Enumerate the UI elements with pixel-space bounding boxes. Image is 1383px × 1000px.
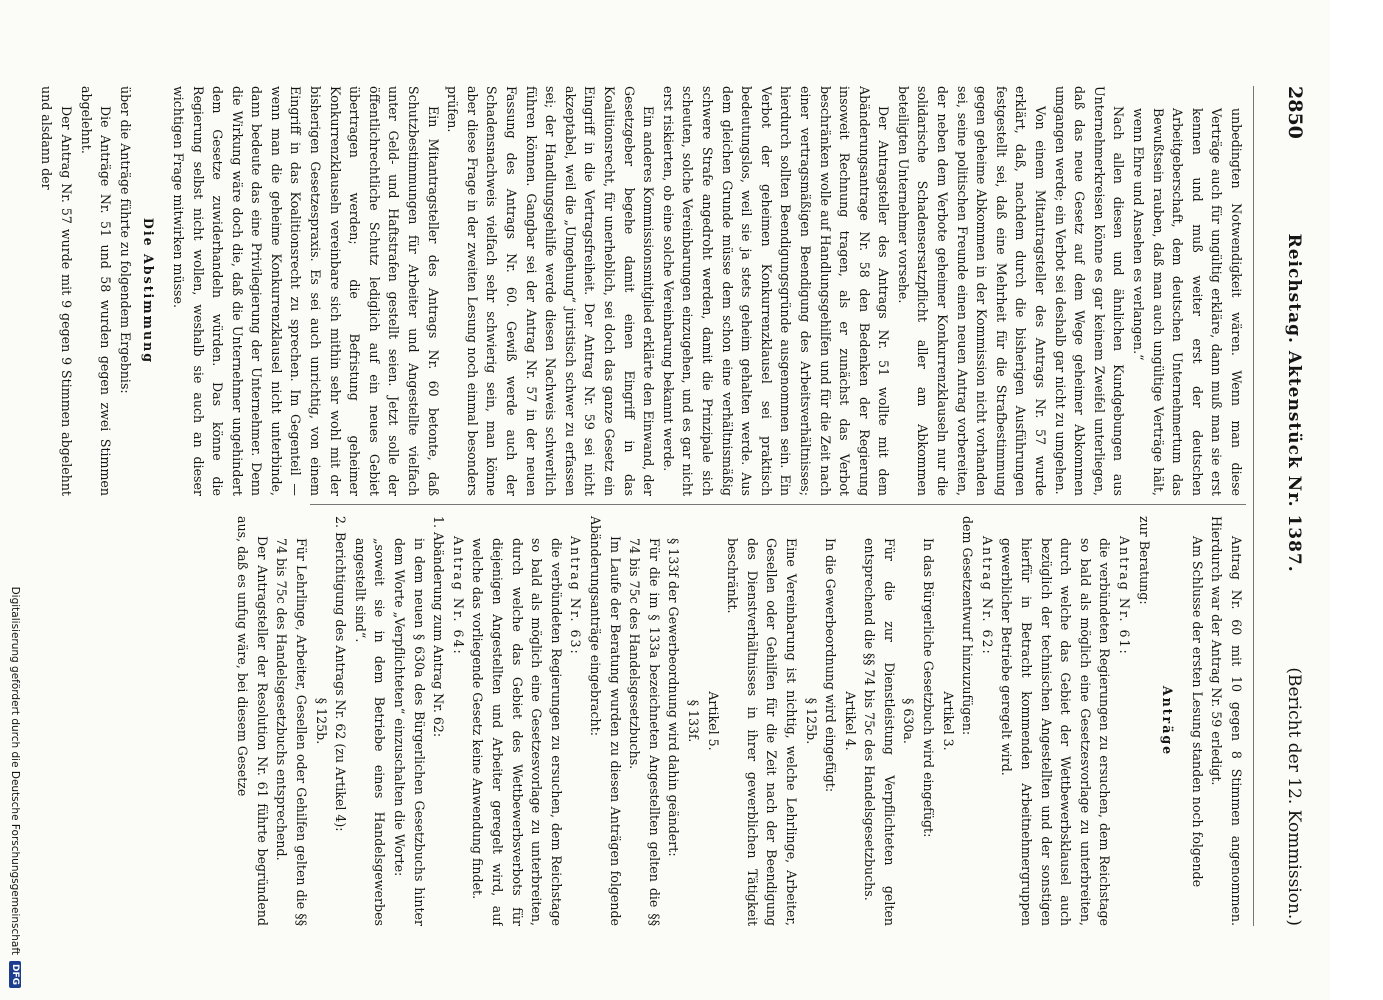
paragraph: „soweit sie in dem Betriebe eines Handelsgewerbes angestellt sind“.: [352, 538, 388, 926]
footer-credit: Digitalisierung gefördert durch die Deutsche Forschungsgemeinschaft: [9, 586, 21, 955]
left-column: [30, 86, 1246, 496]
paragraph: § 133f.: [685, 699, 701, 743]
paragraph: Der Antragsteller des Antrags Nr. 51 wollte mit dem Abänderungsantrage Nr. 58 den Bedenken der Regierung insoweit Rechnung tragen, als er zunächst das Verbot beschränken wolle auf Handlungsgehilfen und für die Zeit nach einer vertragsmäßigen Beendigung des Arbeitsverhältnisses; hierdurch sollten Beendigungsgründe ausgenommen sein. Ein Verbot der geheimen Konkurrenzklausel sei praktisch bedeutungslos, weil sie ja stets geheim gehalten werde. Aus dem gleichen Grunde müsse dem schon eine verhältnismäßig schwere Strafe angedroht werden, damit die Prinzipale sich scheuten, solche Vereinbarungen einzugehen, und es gar nicht erst riskierten, ob eine solche Vereinbarung bekannt werde.: [660, 86, 892, 496]
paragraph: die verbündeten Regierungen zu ersuchen, dem Reichstage so bald als möglich eine Gesetzesvorlage zu unterbreiten, durch welche das Gebiet der Wettbewerbsklausel auch bezüglich der technischen Angestellten und der sonstigen hierfür in Betracht kommenden Arbeitnehmergruppen gewerblicher Betriebe geregelt wird.: [999, 538, 1113, 926]
paragraph: Artikel 4.: [842, 691, 858, 751]
paragraph: Nach allen diesen und ähnlichen Kundgebungen aus Unternehmerkreisen könne es gar keinem Zweifel unterliegen, daß das neue Gesetz auf dem Wege geheimer Abkommen umgangen werde; ein Verbot sei deshalb gar nicht zu umgehen.: [1052, 86, 1127, 496]
digitization-footer: [4, 0, 26, 1000]
paragraph: In die Gewerbeordnung wird eingefügt:: [823, 538, 839, 793]
paragraph: zur Beratung:: [1136, 516, 1152, 605]
paragraph: § 630a.: [901, 698, 917, 744]
paragraph: Artikel 3.: [940, 691, 956, 751]
paragraph: Für die im § 133a bezeichneten Angestellten gelten die §§ 74 bis 75c des Handelsgesetzbuchs.: [627, 538, 662, 926]
paragraph: Der Antragsteller der Resolution Nr. 61 führte begründend aus, daß es unfug wäre, bei diesem Gesetze: [235, 516, 270, 926]
paragraph: in dem neuen § 630a des Bürgerlichen Gesetzbuchs hinter dem Worte „Verpflichteten“ einzuschalten die Worte:: [392, 538, 427, 926]
paragraph: § 125b.: [803, 697, 819, 745]
paragraph: 1. Abänderung zum Antrag Nr. 62:: [431, 516, 447, 738]
dfg-logo: DFG: [9, 961, 21, 988]
paragraph: § 125b.: [313, 697, 329, 745]
paragraph: Eine Vereinbarung ist nichtig, welche Lehrlinge, Arbeiter, Gesellen oder Gehilfen für die Zeit nach der Beendigung des Dienstverhältnisses in ihrer gewerblichen Tätigkeit beschränkt.: [725, 538, 799, 926]
paragraph: Der Antrag Nr. 57 wurde mit 9 gegen 9 Stimmen abgelehnt und alsdann der: [39, 86, 74, 496]
paragraph: Artikel 5.: [705, 691, 721, 751]
document-subtitle: (Bericht der 12. Kommission.): [1284, 667, 1304, 926]
paragraph: Antrag Nr. 63:: [568, 536, 584, 656]
paragraph: Antrag Nr. 61:: [1117, 536, 1133, 656]
paragraph: Ein anderes Kommissionsmitglied erklärte den Einwand, der Gesetzgeber begehe damit einen Eingriff in das Koalitionsrecht, für unerheblich, sei doch das ganze Gesetz ein Eingriff in die Vertragsfreiheit. Der Antrag Nr. 59 sei nicht akzeptabel, weil die „Umgehung“ juristisch schwer zu erfassen sei; der Handlungsgehilfe werde diesen Nachweis schwerlich führen können. Gangbar sei der Antrag Nr. 57 in der neuen Fassung des Antrags Nr. 60. Gewiß werde auch der Schadensnachweis vielfach sehr schwierig sein, man könne aber diese Frage in der zweiten Lesung noch einmal besonders prüfen.: [445, 86, 657, 496]
paragraph: Am Schlusse der ersten Lesung standen noch folgende: [1189, 536, 1205, 888]
page-header: [1253, 86, 1306, 926]
document-title: Reichstag. Aktenstück Nr. 1387.: [1284, 233, 1304, 573]
right-column: [30, 516, 1246, 926]
paragraph: Für die zur Dienstleistung Verpflichteten gelten entsprechend die §§ 74 bis 75c des Handelsgesetzbuchs.: [862, 538, 897, 926]
paragraph: Antrag Nr. 64:: [450, 536, 466, 656]
section-heading: Anträge: [1160, 685, 1176, 757]
paragraph: unbedingten Notwendigkeit wären. Wenn man diese Verträge auch für ungültig erkläre, dann muß man sie erst kennen und muß weiter erst der deutschen Arbeitgeberschaft, dem deutschen Unternehmertum das Bewußtsein rauben, daß man auch ungültige Verträge hält, wenn Ehre und Ansehen es verlangen.“: [1131, 108, 1244, 496]
paragraph: Von einem Mitantragsteller des Antrags Nr. 57 wurde erklärt, daß, nachdem durch die bisherigen Ausführungen festgestellt sei, daß eine Mehrheit für die Strafbestimmung gegen geheime Abkommen in der Kommission nicht vorhanden sei, seine politischen Freunde einen neuen Antrag vorbereiten, der neben dem Verbote geheimer Konkurrenzklauseln nur die solidarische Schadensersatzpflicht aller am Abkommen beteiligten Unternehmer vorsehe.: [895, 86, 1049, 496]
paragraph: Für Lehrlinge, Arbeiter, Gesellen oder Gehilfen gelten die §§ 74 bis 75c des Handelsgesetzbuchs entsprechend.: [274, 538, 310, 926]
paragraph: In das Bürgerliche Gesetzbuch wird eingefügt:: [921, 538, 937, 838]
paragraph: dem Gesetzentwurf hinzuzufügen:: [960, 516, 976, 736]
section-heading: Die Abstimmung: [141, 217, 157, 365]
paragraph: Ein Mitantragsteller des Antrags Nr. 60 betonte, daß Schutzbestimmungen für Arbeiter und Angestellte vielfach unter Geld- und Haftstrafen gestellt seien. Jetzt solle der öffentlichrechtliche Schutz lediglich auf ein neues Gebiet übertragen werden; die Befristung geheimer Konkurrenzklauseln vereinbare sich mithin sehr wohl mit der bisherigen Gesetzespraxis. Es sei auch unrichtig, von einem Eingriff in das Koalitionsrecht zu sprechen. Im Gegenteil — wenn man die geheime Konkurrenzklausel nicht unterbinde, dann bedeute das eine Privilegierung der Unternehmer. Denn die Wirkung wäre doch die, daß die Unternehmer ungehindert dem Gesetze zuwiderhandeln würden. Das könne die Regierung selbst nicht wollen, weshalb sie auch an dieser wichtigen Frage mitwirken müsse.: [170, 86, 441, 496]
paragraph: Antrag Nr. 62:: [979, 536, 995, 656]
paragraph: 2. Berichtigung des Antrags Nr. 62 (zu Artikel 4):: [333, 516, 349, 832]
column-divider: [310, 504, 1246, 505]
paragraph: Antrag Nr. 60 mit 10 gegen 8 Stimmen angenommen. Hierdurch war der Antrag Nr. 59 erledigt.: [1209, 516, 1244, 926]
page-number: 2850: [1284, 86, 1306, 139]
paragraph: die verbündeten Regierungen zu ersuchen, dem Reichstage so bald als möglich eine Gesetzesvorlage zu unterbreiten, durch welche das Gebiet des Wettbewerbsverbots für diejenigen Angestellten und Arbeiter geregelt wird, auf welche das vorliegende Gesetz keine Anwendung findet.: [470, 538, 564, 926]
paragraph: Die Anträge Nr. 51 und 58 wurden gegen zwei Stimmen abgelehnt.: [78, 86, 114, 496]
paragraph: über die Anträge führte zu folgendem Ergebnis:: [117, 86, 133, 394]
paragraph: Im Laufe der Beratung wurden zu diesen Anträgen folgende Abänderungsanträge eingebracht:: [588, 516, 623, 926]
paragraph: § 133f der Gewerbeordnung wird dahin geändert:: [666, 538, 682, 857]
